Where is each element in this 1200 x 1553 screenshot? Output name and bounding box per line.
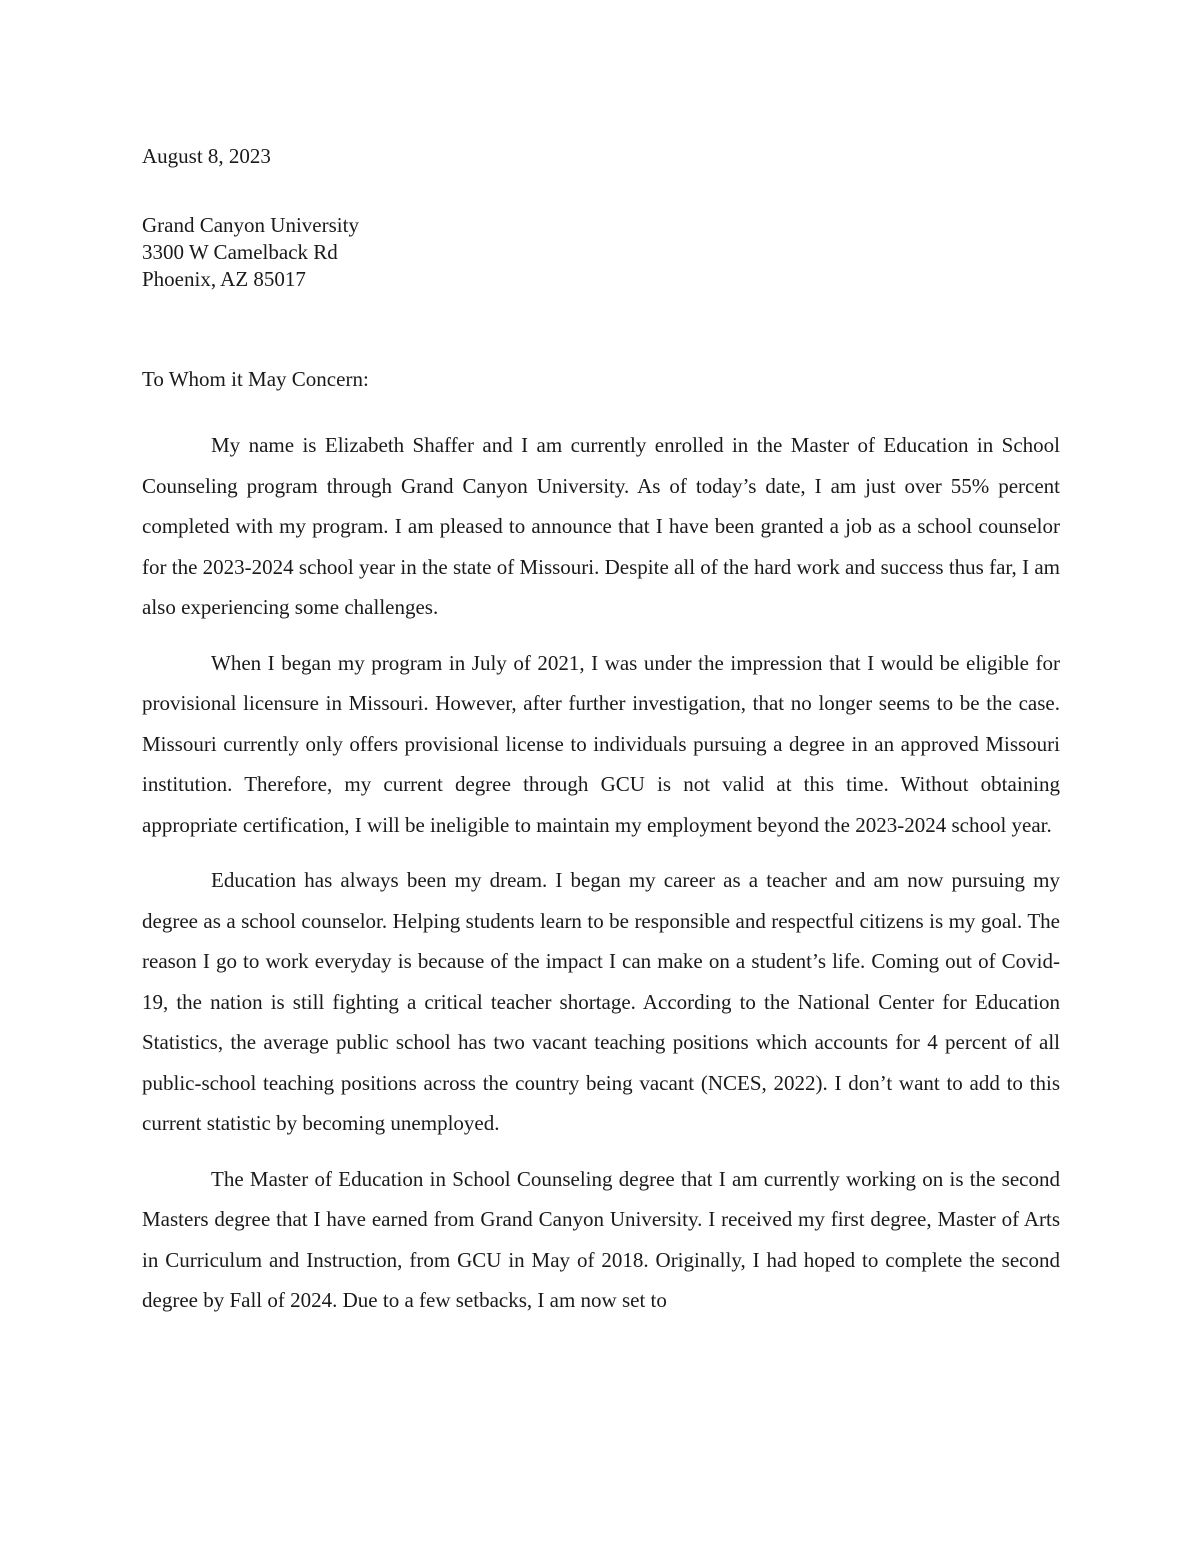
- recipient-address: [142, 212, 359, 293]
- recipient-name: Grand Canyon University: [142, 213, 359, 237]
- body-paragraph-4: The Master of Education in School Counseling degree that I am currently working on is the second Masters degree that I have earned from Grand Canyon University. I received my first degree, Master of Arts in Curriculum and Instruction, from GCU in May of 2018. Originally, I had hoped to complete the second degree by Fall of 2024. Due to a few setbacks, I am now set to: [142, 1166, 1060, 1312]
- salutation: To Whom it May Concern:: [142, 367, 369, 391]
- body-paragraph-2: When I began my program in July of 2021, I was under the impression that I would be eligible for provisional licensure in Missouri. However, after further investigation, that no longer seems to be the case. Missouri currently only offers provisional license to individuals pursuing a degree in an approved Missouri institution. Therefore, my current degree through GCU is not valid at this time. Without obtaining appropriate certification, I will be ineligible to maintain my employment beyond the 2023-2024 school year.: [142, 650, 1060, 837]
- body-paragraph-3: Education has always been my dream. I began my career as a teacher and am now pursuing my degree as a school counselor. Helping students learn to be responsible and respectful citizens is my goal. The reason I go to work everyday is because of the impact I can make on a student’s life. Coming out of Covid-19, the nation is still fighting a critical teacher shortage. According to the National Center for Education Statistics, the average public school has two vacant teaching positions which accounts for 4 percent of all public-school teaching positions across the country being vacant (NCES, 2022). I don’t want to add to this current statistic by becoming unemployed.: [142, 868, 1060, 1135]
- recipient-city-state-zip: Phoenix, AZ 85017: [142, 267, 306, 291]
- body-paragraph-1: My name is Elizabeth Shaffer and I am currently enrolled in the Master of Education in School Counseling program through Grand Canyon University. As of today’s date, I am just over 55% percent completed with my program. I am pleased to announce that I have been granted a job as a school counselor for the 2023-2024 school year in the state of Missouri. Despite all of the hard work and success thus far, I am also experiencing some challenges.: [142, 433, 1060, 619]
- letter-body: [142, 425, 1060, 1321]
- recipient-street: 3300 W Camelback Rd: [142, 240, 338, 264]
- letter-date: August 8, 2023: [142, 144, 271, 168]
